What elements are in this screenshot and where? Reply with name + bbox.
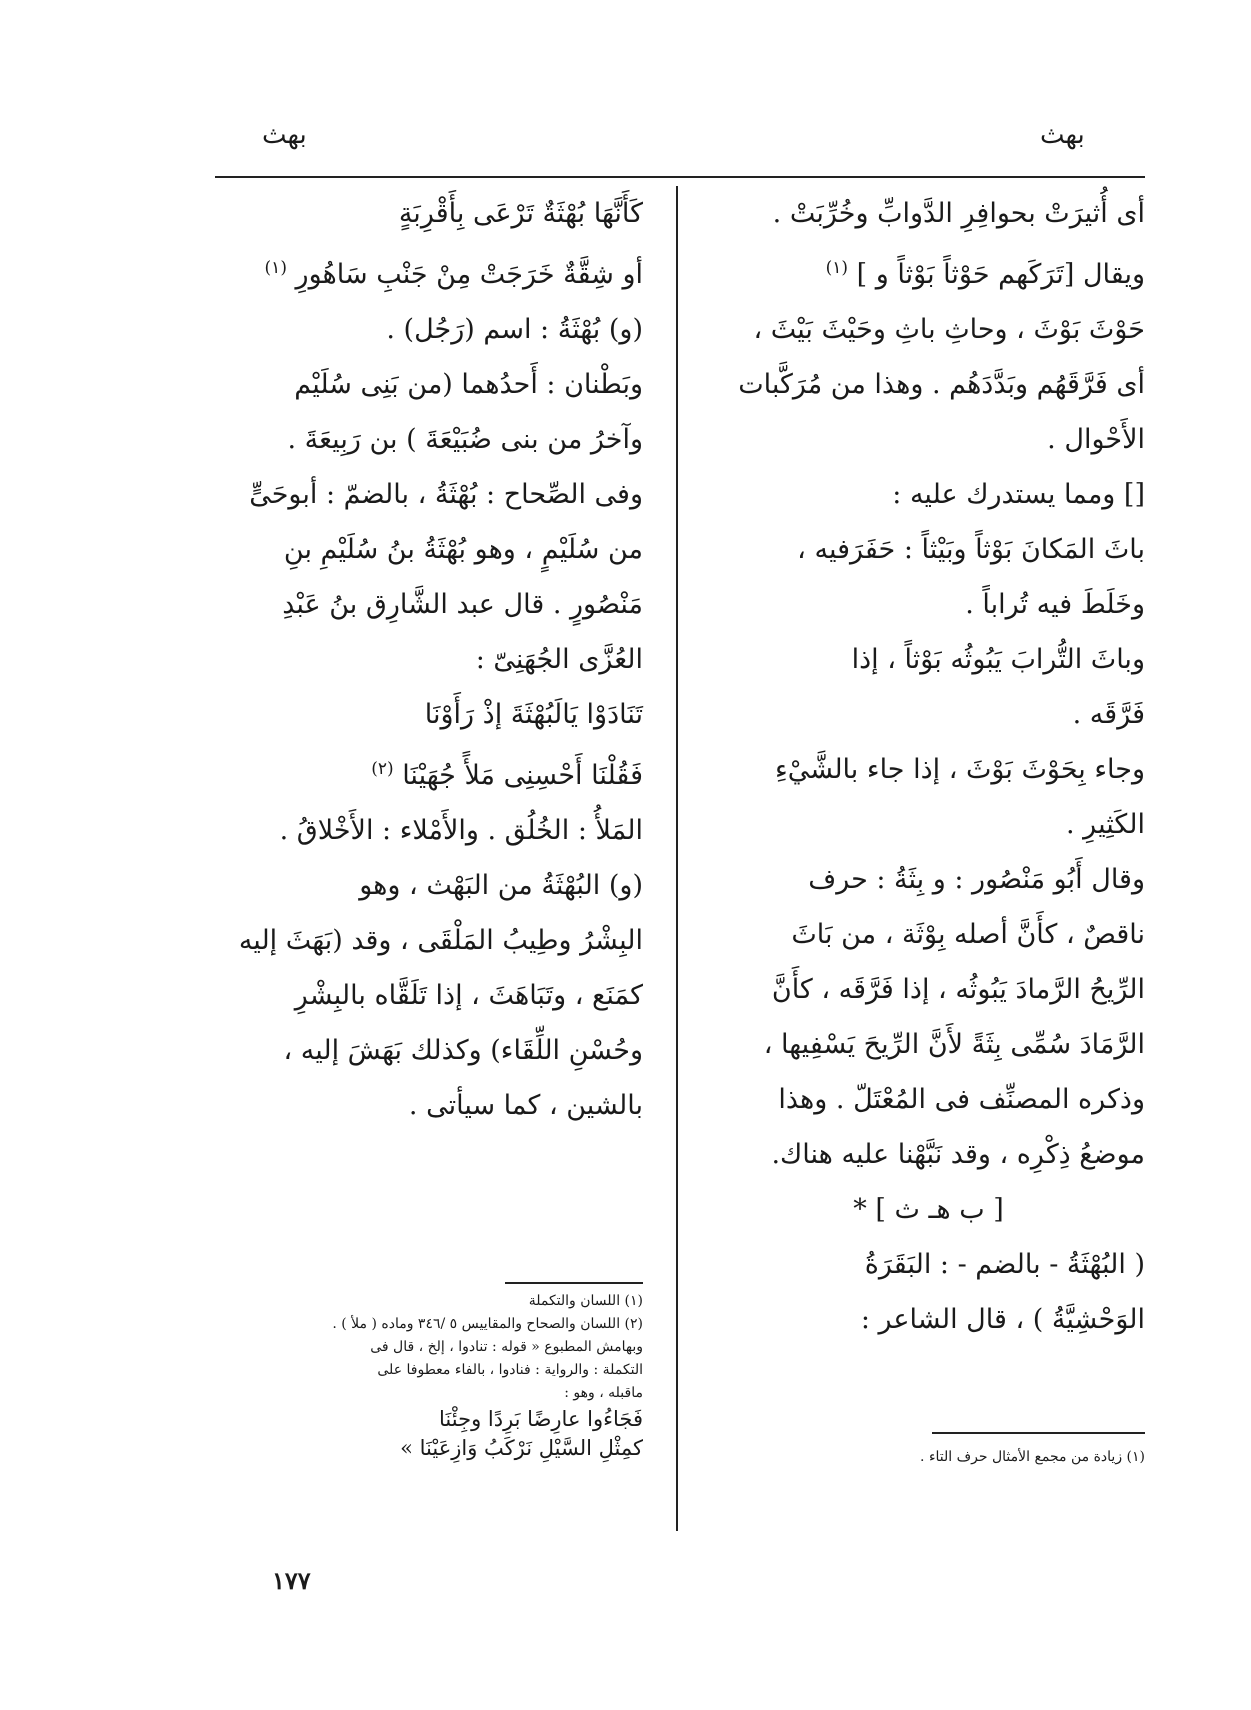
verse-line: كَأَنَّهَا بُهْثَةٌ تَرْعَى بِأَقْرِبَةٍ: [398, 198, 643, 229]
entry-heading: [ ب هـ ث ] *: [853, 1194, 1004, 1225]
text-line: وبَطْنان : أَحدُهما (من بَنِى سُلَيْم: [294, 369, 643, 400]
text-line: وقال أَبُو مَنْصُور : و بِثَةُ : حرف: [808, 864, 1145, 895]
footnote-marker: (١): [825, 258, 849, 278]
text-line: وفى الصِّحاح : بُهْثَةُ ، بالضمّ : أبوحَىٍّ: [249, 479, 643, 510]
page-number: ١٧٧: [272, 1566, 311, 1595]
footnote: (٢) اللسان والصحاح والمقاييس ٥ /٣٤٦ وماده ( ملأ ) .: [332, 1316, 643, 1332]
text-line: ( البُهْثَةُ - بالضم - : البَقَرَةُ: [864, 1249, 1145, 1280]
text-line: المَلأُ : الخُلُق . والأَمْلاء : الأَخْلاقُ .: [279, 815, 643, 846]
text-line: وباثَ التُّرابَ يَبُوثُه بَوْثاً ، إذا: [851, 644, 1145, 675]
header-rule: [215, 176, 1145, 178]
text-line: الأَحْوال .: [1047, 424, 1145, 455]
verse-line: تَنَادَوْا يَالَبُهْثَةَ إذْ رَأَوْنَا: [424, 699, 643, 730]
text-line: أى فَرَّقَهُم وبَدَّدَهُم . وهذا من مُرَكَّبات: [738, 369, 1145, 400]
text-line: باثَ المَكانَ بَوْثاً وبَيْثاً : حَفَرَفيه ،: [797, 534, 1145, 565]
footnote-rule-left: [505, 1282, 643, 1284]
text-line: من سُلَيْمٍ ، وهو بُهْثَةُ بنُ سُلَيْمِ بنِ: [283, 534, 643, 565]
text-line: بالشين ، كما سيأتى .: [408, 1090, 643, 1121]
footnote-verse: فَجَاءُوا عارِضًا بَرِدًا وجِئْنَا: [439, 1407, 643, 1431]
running-header-left: بهث: [262, 120, 307, 150]
footnote: (١) اللسان والتكملة: [528, 1293, 643, 1309]
text-line: الكَثِيرِ .: [1066, 809, 1145, 840]
column-divider: [676, 186, 678, 1531]
right-column: [712, 186, 1145, 1347]
footnote: (١) زيادة من مجمع الأمثال حرف التاء .: [920, 1449, 1145, 1465]
running-header-right: بهث: [1040, 120, 1085, 150]
text-line: وذكره المصنِّف فى المُعْتَلّ . وهذا: [778, 1084, 1145, 1115]
text-line: حَوْثَ بَوْثَ ، وحاثِ باثِ وحَيْثَ بَيْثَ ،: [753, 314, 1145, 345]
text-line: وحُسْنِ اللِّقَاء) وكذلك بَهَشَ إليه ،: [283, 1035, 643, 1066]
verse-line: أو شِقَّةٌ خَرَجَتْ مِنْ جَنْبِ سَاهُورِ $^{(١)}$: [264, 258, 643, 290]
text-line: كمَنَع ، وتَبَاهَثَ ، إذا تَلَقَّاه بالبِشْرِ: [294, 980, 643, 1011]
text-line: فَرَّقَه .: [1072, 699, 1145, 730]
text-line: (و) بُهْثَةُ : اسم (رَجُل) .: [386, 314, 643, 345]
footnotes-left: [225, 1290, 643, 1463]
text-line: العُزَّى الجُهَنِىّ :: [475, 644, 643, 675]
footnote-verse: كمِثْلِ السَّيْلِ نَرْكَبُ وَازِعَيْنَا »: [400, 1436, 643, 1460]
text-line: وخَلَطَ فيه تُراباً .: [965, 589, 1145, 620]
footnote: وبهامش المطبوع « قوله : تنادوا ، إلخ ، قال فى: [370, 1339, 643, 1355]
text-line: أى أُثيرَتْ بحوافِرِ الدَّوابِّ وخُرِّبَتْ .: [772, 198, 1145, 229]
left-column: [225, 186, 643, 1133]
text-line: وآخرُ من بنى ضُبَيْعَةَ ) بن رَبِيعَةَ .: [287, 424, 643, 455]
text-line: البِشْرُ وطِيبُ المَلْقَى ، وقد (بَهَثَ إليه: [238, 925, 643, 956]
text-line: وجاء بِحَوْثَ بَوْثَ ، إذا جاء بالشَّيْءِ: [775, 754, 1145, 785]
footnote-marker: (٢): [371, 759, 394, 779]
text-line: الرَّمَادَ سُمِّى بِثَةً لأَنَّ الرِّيحَ يَسْفِيها ،: [763, 1029, 1145, 1060]
text-line: [] ومما يستدرك عليه :: [892, 479, 1145, 510]
footnote-marker: (١): [264, 258, 287, 278]
text-line: ناقصٌ ، كأَنَّ أصله بِوْثَة ، من بَاثَ: [791, 919, 1145, 950]
text-line: الرِّيحُ الرَّمادَ يَبُوثُه ، إذا فَرَّقَه ، كأَنَّ: [771, 974, 1145, 1005]
text-line: (و) البُهْثَةُ من البَهْث ، وهو: [359, 870, 643, 901]
footnote: التكملة : والرواية : فنادوا ، بالفاء معطوفا على: [377, 1362, 643, 1378]
text-line: مَنْصُورٍ . قال عبد الشَّارِق بنُ عَبْدِ: [282, 589, 643, 620]
footnotes-right: [712, 1446, 1145, 1469]
verse-line: فَقُلْنَا أَحْسِنِى مَلأً جُهَيْنَا $^{(٢)}$: [371, 759, 643, 791]
text-line: موضعُ ذِكْرِه ، وقد نَبَّهْنا عليه هناك.: [771, 1139, 1145, 1170]
text-line: ويقال [تَرَكَهم حَوْثاً بَوْثاً و ] $^{(١)}$: [825, 258, 1145, 290]
footnote: ماقبله ، وهو :: [564, 1385, 643, 1401]
text-line: الوَحْشِيَّةُ ) ، قال الشاعر :: [860, 1304, 1145, 1335]
footnote-rule-right: [932, 1432, 1145, 1434]
